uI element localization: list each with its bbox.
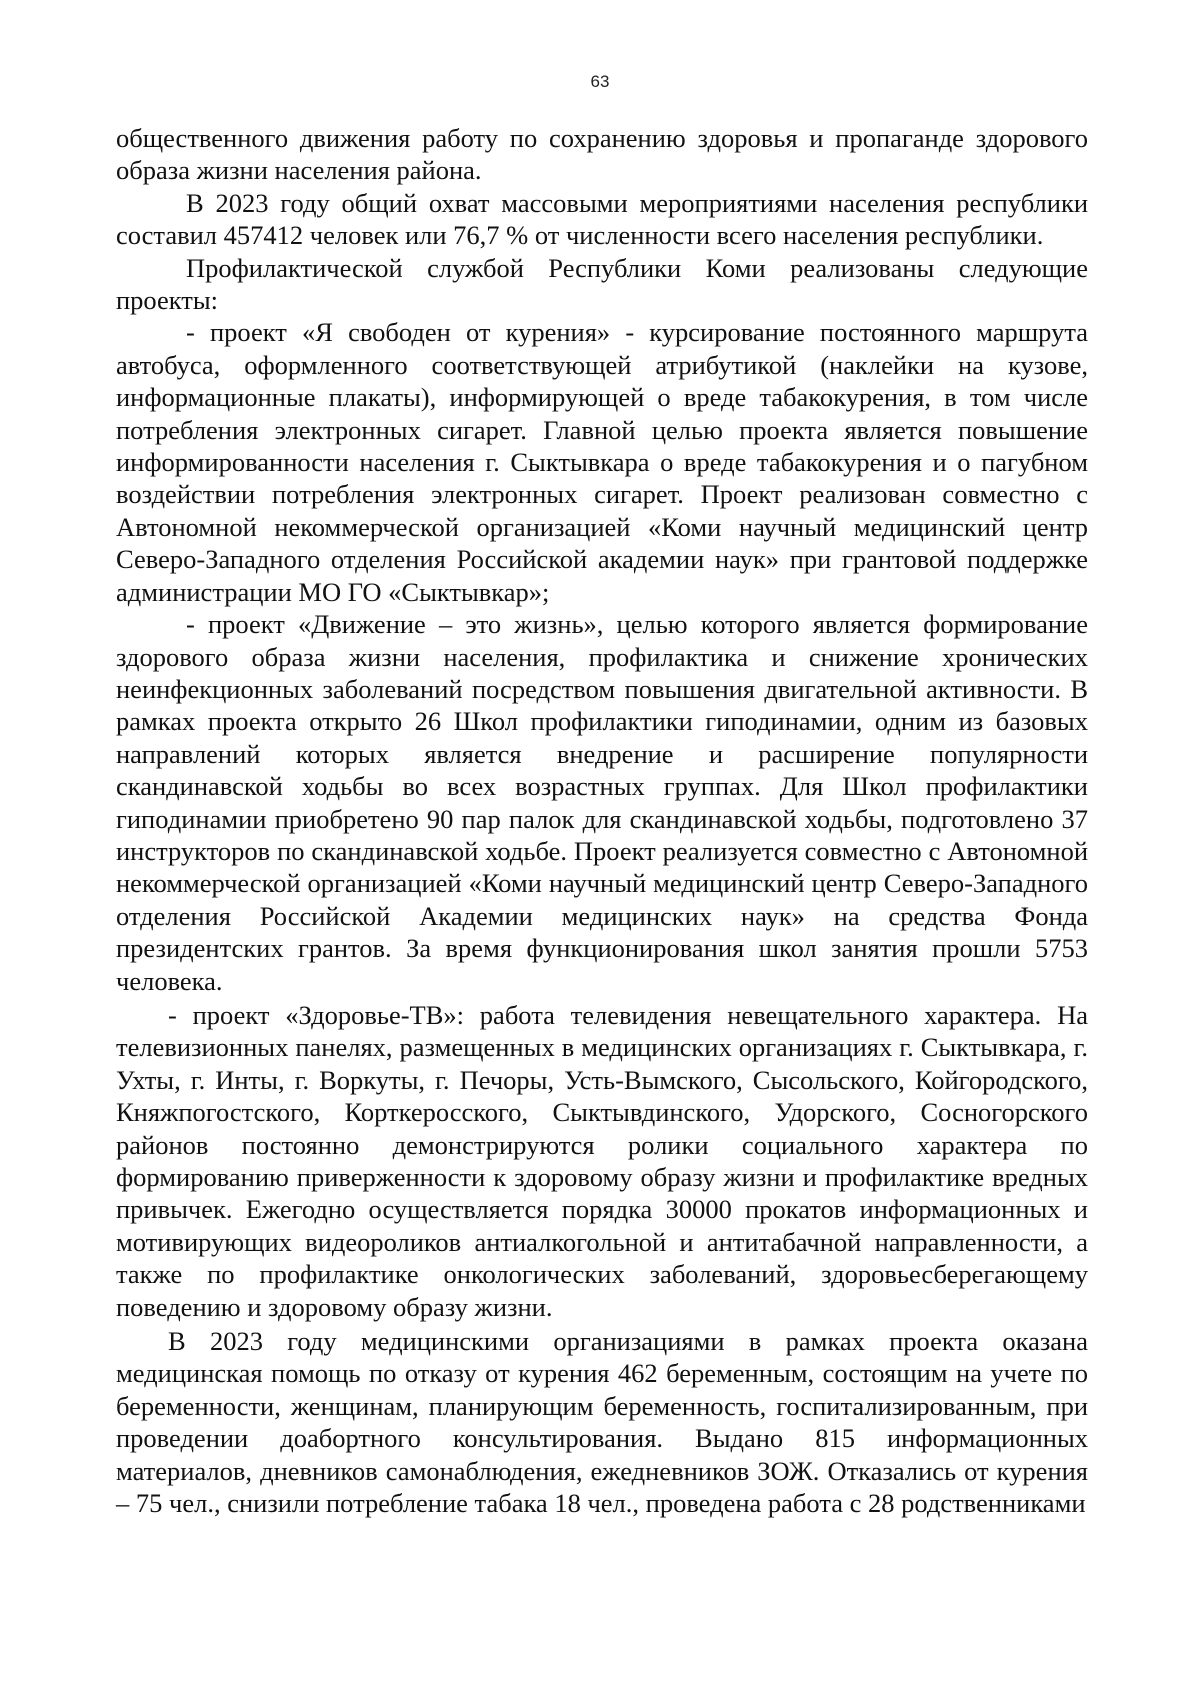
paragraph-continuation: общественного движения работу по сохранению здоровья и пропаганде здорового образа жизни населения района. <box>116 123 1088 186</box>
paragraph-project-health-tv: - проект «Здоровье-ТВ»: работа телевидения невещательного характера. На телевизионных панелях, размещенных в медицинских организациях г. Сыктывкара, г. Ухты, г. Инты, г. Воркуты, г. Печоры, Усть-Вымского, Сысольского, Койгородского, Княжпогостского, Корткеросского, Сыктывдинского, Удорского, Сосногорского районов постоянно демонстрируются ролики социального характера по формированию приверженности к здоровому образу жизни и профилактике вредных привычек. Ежегодно осуществляется порядка 30000 прокатов информационных и мотивирующих видеороликов антиалкогольной и антитабачной направленности, а также по профилактике онкологических заболеваний, здоровьесберегающему поведению и здоровому образу жизни. <box>116 999 1088 1322</box>
paragraph-project-smoke-free: - проект «Я свободен от курения» - курсирование постоянного маршрута автобуса, оформленного соответствующей атрибутикой (наклейки на кузове, информационные плакаты), информирующей о вреде табакокурения, в том числе потребления электронных сигарет. Главной целью проекта является повышение информированности населения г. Сыктывкара о вреде табакокурения и о пагубном воздействии потребления электронных сигарет. Проект реализован совместно с Автономной некоммерческой организацией «Коми научный медицинский центр Северо-Западного отделения Российской академии наук» при грантовой поддержке администрации МО ГО «Сыктывкар»; <box>116 317 1088 607</box>
paragraph-results-2023: В 2023 году медицинскими организациями в рамках проекта оказана медицинская помощь по отказу от курения 462 беременным, состоящим на учете по беременности, женщинам, планирующим беременность, госпитализированным, при проведении доабортного консультирования. Выдано 815 информационных материалов, дневников самонаблюдения, ежедневников ЗОЖ. Отказались от курения – 75 чел., снизили потребление табака 18 чел., проведена работа с 28 родственниками <box>116 1326 1088 1519</box>
page-number: 63 <box>590 72 610 91</box>
paragraph-coverage: В 2023 году общий охват массовыми мероприятиями населения республики составил 457412 человек или 76,7 % от численности всего населения республики. <box>116 187 1088 251</box>
document-body <box>116 122 1088 1519</box>
paragraph-projects-intro: Профилактической службой Республики Коми реализованы следующие проекты: <box>116 252 1088 316</box>
paragraph-project-movement: - проект «Движение – это жизнь», целью которого является формирование здорового образа жизни населения, профилактика и снижение хронических неинфекционных заболеваний посредством повышения двигательной активности. В рамках проекта открыто 26 Школ профилактики гиподинамии, одним из базовых направлений которых является внедрение и расширение популярности скандинавской ходьбы во всех возрастных группах. Для Школ профилактики гиподинамии приобретено 90 пар палок для скандинавской ходьбы, подготовлено 37 инструкторов по скандинавской ходьбе. Проект реализуется совместно с Автономной некоммерческой организацией «Коми научный медицинский центр Северо-Западного отделения Российской Академии медицинских наук» на средства Фонда президентских грантов. За время функционирования школ занятия прошли 5753 человека. <box>116 609 1088 996</box>
